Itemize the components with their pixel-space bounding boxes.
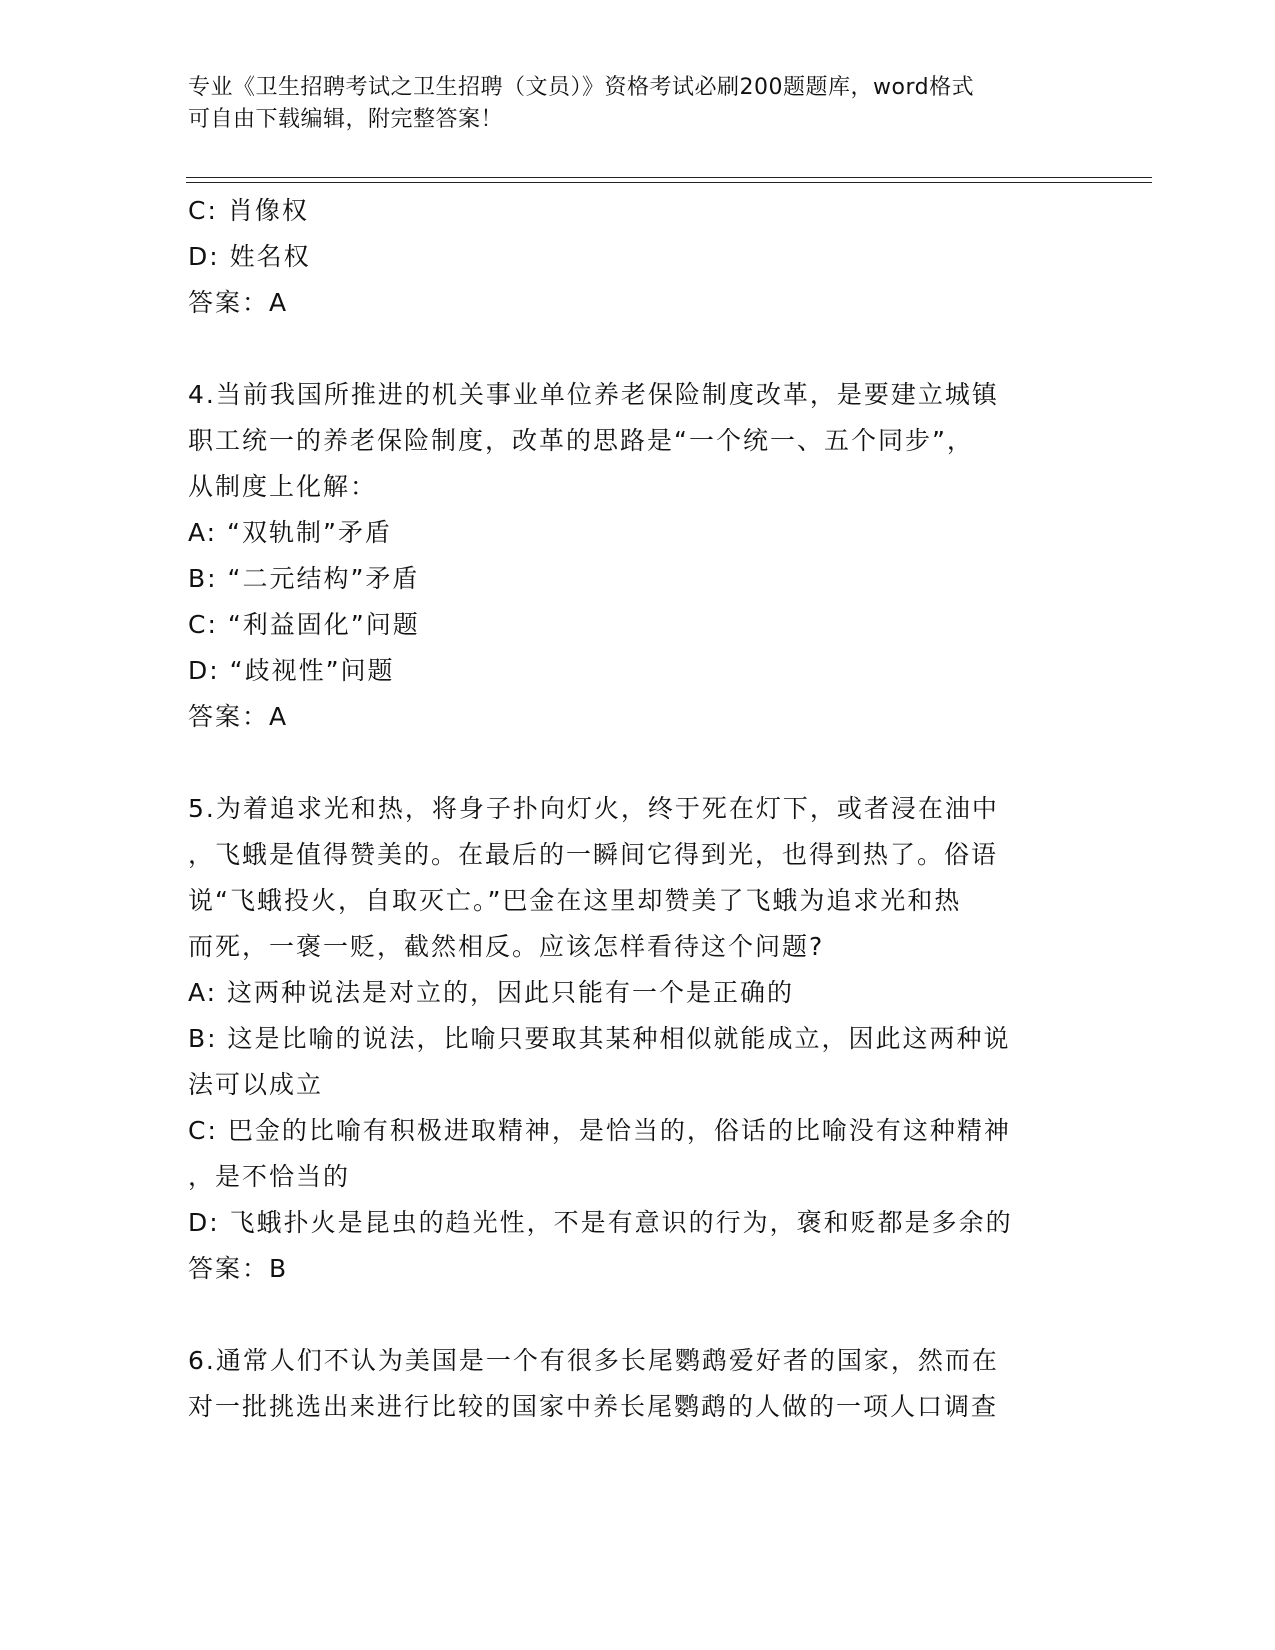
question-6: [188, 1338, 1088, 1430]
header-line-2: 可自由下载编辑，附完整答案！: [188, 107, 504, 132]
question-stem: 从制度上化解：: [188, 472, 378, 501]
question-stem: 对一批挑选出来进行比较的国家中养长尾鹦鹉的人做的一项人口调查: [188, 1392, 999, 1421]
spacer: [188, 1292, 1088, 1338]
spacer: [188, 740, 1088, 786]
question-stem: 说“飞蛾投火，自取灭亡。”巴金在这里却赞美了飞蛾为追求光和热: [188, 886, 962, 915]
option-d: D: 姓名权: [188, 242, 311, 271]
option-c-continued: ，是不恰当的: [188, 1162, 351, 1191]
answer: 答案：A: [188, 702, 289, 731]
option-c: C: “利益固化”问题: [188, 610, 420, 639]
question-3-tail: [188, 188, 1088, 326]
question-stem: 职工统一的养老保险制度，改革的思路是“一个统一、五个同步”，: [188, 426, 974, 455]
question-4: [188, 372, 1088, 740]
option-b: B: “二元结构”矛盾: [188, 564, 420, 593]
answer: 答案：B: [188, 1254, 289, 1283]
question-stem: 6.通常人们不认为美国是一个有很多长尾鹦鹉爱好者的国家，然而在: [188, 1346, 999, 1375]
question-stem: ，飞蛾是值得赞美的。在最后的一瞬间它得到光，也得到热了。俗语: [188, 840, 999, 869]
document-body: [188, 188, 1088, 1430]
option-d: D: 飞蛾扑火是昆虫的趋光性，不是有意识的行为，褒和贬都是多余的: [188, 1208, 1013, 1237]
header-line-1: 专业《卫生招聘考试之卫生招聘（文员）》资格考试必刷200题题库，word格式: [188, 75, 975, 100]
option-b: B: 这是比喻的说法，比喻只要取其某种相似就能成立，因此这两种说: [188, 1024, 1011, 1053]
question-stem: 而死，一褒一贬，截然相反。应该怎样看待这个问题?: [188, 932, 825, 961]
option-d: D: “歧视性”问题: [188, 656, 395, 685]
header-rule-top: [186, 177, 1152, 178]
document-header: [188, 72, 1068, 136]
spacer: [188, 326, 1088, 372]
option-a: A: “双轨制”矛盾: [188, 518, 392, 547]
question-stem: 5.为着追求光和热，将身子扑向灯火，终于死在灯下，或者浸在油中: [188, 794, 999, 823]
option-c: C: 肖像权: [188, 196, 309, 225]
option-a: A: 这两种说法是对立的，因此只能有一个是正确的: [188, 978, 795, 1007]
question-stem: 4.当前我国所推进的机关事业单位养老保险制度改革，是要建立城镇: [188, 380, 999, 409]
answer: 答案：A: [188, 288, 289, 317]
option-c: C: 巴金的比喻有积极进取精神，是恰当的，俗话的比喻没有这种精神: [188, 1116, 1011, 1145]
option-b-continued: 法可以成立: [188, 1070, 324, 1099]
question-5: [188, 786, 1088, 1292]
header-rule-bottom: [186, 182, 1152, 183]
